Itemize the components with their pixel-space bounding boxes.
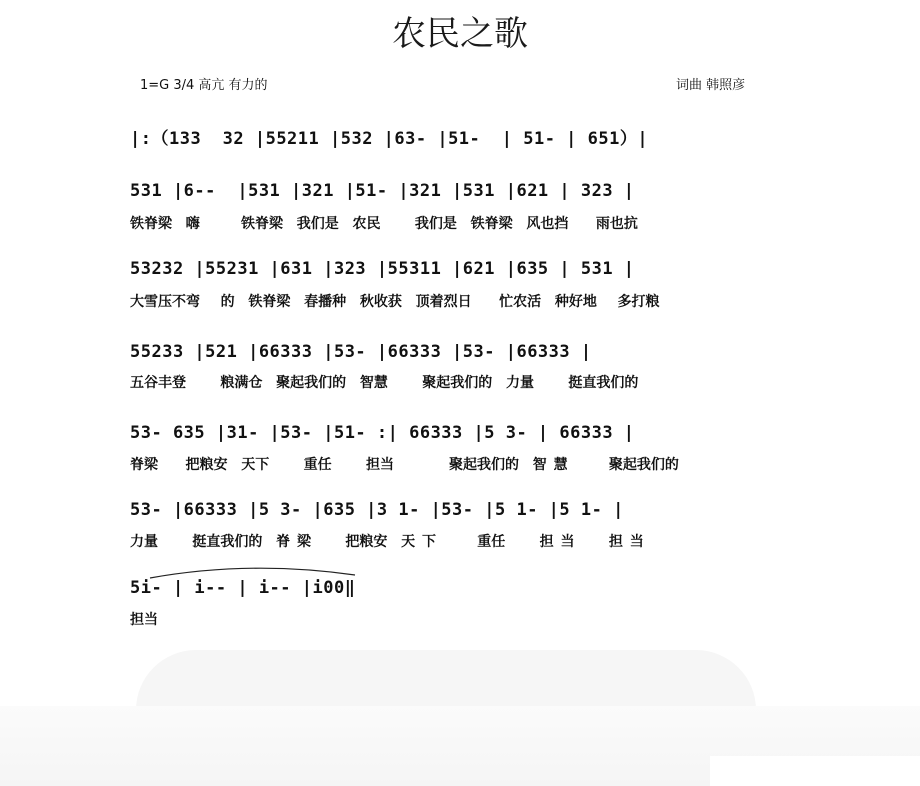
- key-meter-label: 1=G 3/4 高亢 有力的: [140, 78, 268, 93]
- lyric-row-2: 铁脊梁 嗨 铁脊梁 我们是 农民 我们是 铁脊梁 风也挡 雨也抗: [130, 216, 638, 232]
- page-title: 农民之歌: [392, 14, 528, 54]
- credits-label: 词曲 韩照彦: [676, 78, 746, 93]
- notation-row-2: 531 |6-- |531 |321 |51- |321 |531 |621 | 323 |: [130, 181, 635, 201]
- notation-row-4: 55233 |521 |66333 |53- |66333 |53- |66333 |: [130, 342, 592, 362]
- lyric-row-4: 五谷丰登 粮满仓 聚起我们的 智慧 聚起我们的 力量 挺直我们的: [130, 375, 639, 391]
- lyric-row-5: 脊梁 把粮安 天下 重任 担当 聚起我们的 智 慧 聚起我们的: [130, 457, 679, 473]
- notation-row-3: 53232 |55231 |631 |323 |55311 |621 |635 | 531 |: [130, 259, 635, 279]
- notation-row-7: 5i- | i-- | i-- |i00‖: [130, 578, 356, 598]
- lyric-row-7: 担当: [130, 612, 158, 628]
- lyric-row-6: 力量 挺直我们的 脊 梁 把粮安 天 下 重任 担 当 担 当: [130, 534, 644, 550]
- notation-row-1: |:（133 32 |55211 |532 |63- |51- | 51- | 651）|: [130, 129, 649, 149]
- notation-row-5: 53- 635 |31- |53- |51- :| 66333 |5 3- | 66333 |: [130, 423, 635, 443]
- lyric-row-3: 大雪压不弯 的 铁脊梁 春播种 秋收获 顶着烈日 忙农活 种好地 多打粮: [130, 294, 660, 310]
- notation-row-6: 53- |66333 |5 3- |635 |3 1- |53- |5 1- |5 1- |: [130, 500, 624, 520]
